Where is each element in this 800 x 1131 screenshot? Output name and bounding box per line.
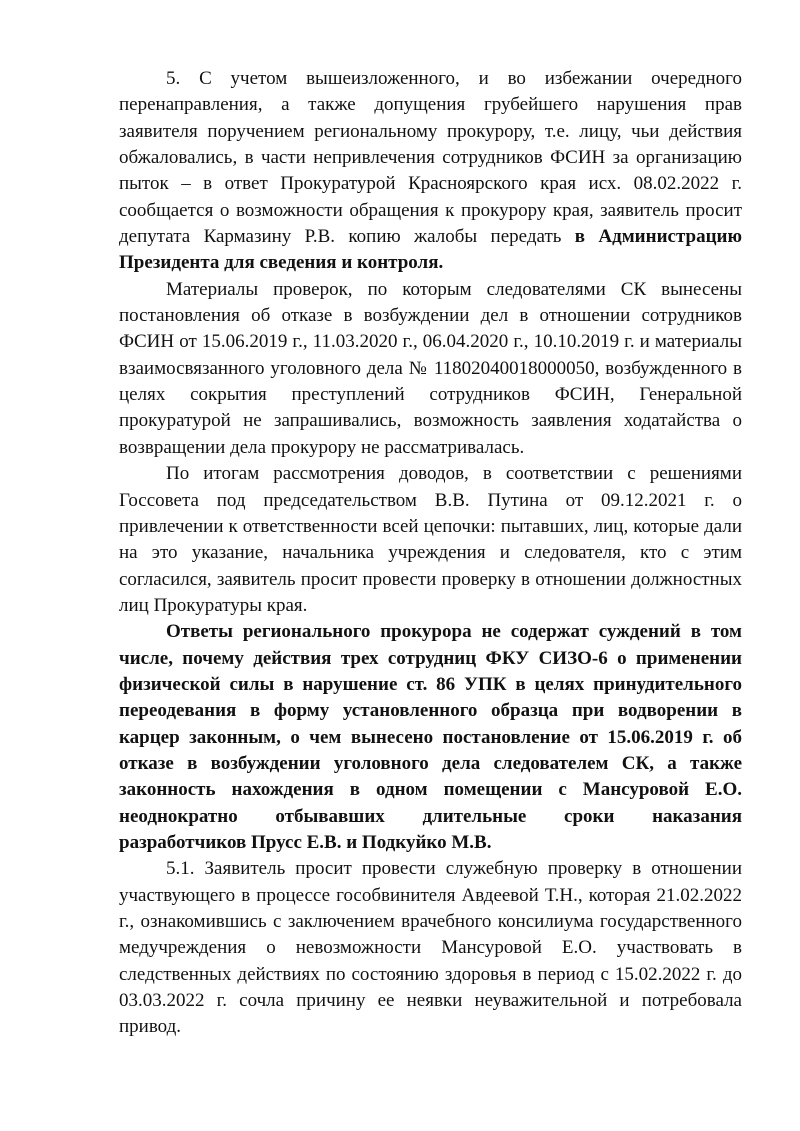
paragraph-5-bold-text: в Администрацию Президента для сведения и контроля.	[119, 226, 742, 274]
paragraph-results: По итогам рассмотрения доводов, в соответствии с решениями Госсовета под председательством В.В. Путина от 09.12.2021 г. о привлечении к ответственности всей цепочки: пытавших, лиц, которые дали на это указание, начальника учреждения и следователя, кто с этим согласился, заявитель просит провести проверку в отношении должностных лиц Прокуратуры края.	[119, 463, 742, 616]
paragraph-answers-bold: Ответы регионального прокурора не содержат суждений в том числе, почему действия трех сотрудниц ФКУ СИЗО-6 о применении физической силы в нарушение ст. 86 УПК в целях принудительного переодевания в форму установленного образца при водворении в карцер законным, о чем вынесено постановление от 15.06.2019 г. об отказе в возбуждении уголовного дела следователем СК, а также законность нахождения в одном помещении с Мансуровой Е.О. неоднократно отбывавших длительные сроки наказания разработчиков Прусс Е.В. и Подкуйко М.В.	[119, 621, 742, 853]
paragraph-5-text: 5. С учетом вышеизложенного, и во избежании очередного перенаправления, а также допущения грубейшего нарушения прав заявителя поручением региональному прокурору, т.е. лицу, чьи действия обжаловались, в части непривлечения сотрудников ФСИН за организацию пыток – в ответ Прокуратурой Красноярского края исх. 08.02.2022 г. сообщается о возможности обращения к прокурору края, заявитель просит депутата Кармазину Р.В. копию жалобы передать	[119, 68, 742, 248]
paragraph-5	[119, 66, 742, 277]
paragraph-5-1: 5.1. Заявитель просит провести служебную проверку в отношении участвующего в процессе гособвинителя Авдеевой Т.Н., которая 21.02.2022 г., ознакомившись с заключением врачебного консилиума государственного медучреждения о невозможности Мансуровой Е.О. участвовать в следственных действиях по состоянию здоровья в период с 15.02.2022 г. до 03.03.2022 г. сочла причину ее неявки неуважительной и потребовала привод.	[119, 858, 742, 1038]
paragraph-materials: Материалы проверок, по которым следователями СК вынесены постановления об отказе в возбуждении дел в отношении сотрудников ФСИН от 15.06.2019 г., 11.03.2020 г., 06.04.2020 г., 10.10.2019 г. и материалы взаимосвязанного уголовного дела № 11802040018000050, возбужденного в целях сокрытия преступлений сотрудников ФСИН, Генеральной прокуратурой не запрашивались, возможность заявления ходатайства о возвращении дела прокурору не рассматривалась.	[119, 278, 742, 458]
document-page	[119, 66, 742, 1041]
